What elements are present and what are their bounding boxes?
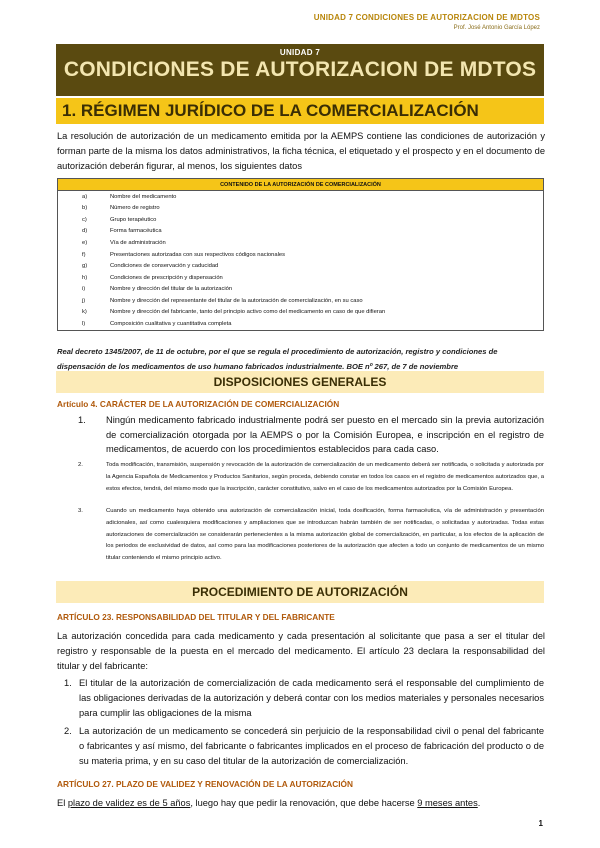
table-row — [58, 226, 544, 238]
row-key: a) — [82, 193, 88, 200]
row-key: i) — [82, 286, 86, 293]
row-value: Presentaciones autorizadas con sus respectivos códigos nacionales — [110, 251, 285, 258]
page-title: CONDICIONES DE AUTORIZACION DE MDTOS — [63, 58, 537, 81]
row-value: Grupo terapéutico — [110, 216, 157, 223]
item-text: Cuando un medicamento haya obtenido una autorización de comercialización inicial, toda dosificación, forma farmacéutica, vía de administración y presentación adicionales, así como cualesquiera modificaciones y ampliaciones que se introduzcan habrán también de ser notificadas, o solicitadas y autorizadas. Todas estas autorizaciones de comercialización se considerarán pertenecientes a la misma autorización global de comercialización, en particular, a los efectos de la aplicación de los periodos de exclusividad de datos, así como para las modificaciones posteriores de la autorización que afecten a todo un conjunto de medicamentos de un mismo titular conteniendo el mismo principio activo. — [106, 508, 544, 562]
row-key: g) — [82, 263, 88, 270]
table-row — [58, 249, 544, 261]
table-row — [58, 203, 544, 215]
table-row — [58, 260, 544, 272]
article-23-intro: La autorización concedida para cada medicamento y cada presentación al solicitante que pasa a ser el titular del registro y responsable de la puesta en el mercado del medicamento. El artículo 23 declara la responsabilidad del titular y del fabricante: — [57, 631, 545, 671]
intro-paragraph: La resolución de autorización de un medicamento emitida por la AEMPS contiene las condiciones de autorización y forman parte de la misma los datos administrativos, la ficha técnica, el etiquetado y el prospecto y en el documento de autorización deberán figurar, al menos, los siguientes datos — [57, 131, 545, 171]
row-key: f) — [82, 251, 86, 258]
header-title: UNIDAD 7 CONDICIONES DE AUTORIZACION DE MDTOS — [313, 13, 540, 22]
row-key: d) — [82, 228, 88, 235]
list-item — [64, 676, 544, 720]
table-row — [58, 272, 544, 284]
row-value: Nombre y dirección del fabricante, tanto del principio activo como del medicamento en caso de que difieran — [110, 309, 386, 316]
section-band-disposiciones: DISPOSICIONES GENERALES — [56, 371, 544, 393]
item-number: 3. — [78, 508, 83, 514]
row-key: c) — [82, 216, 87, 223]
item-number: 1. — [78, 415, 86, 425]
list-item — [78, 413, 544, 457]
table-row — [58, 214, 544, 226]
row-key: k) — [82, 309, 87, 316]
row-value: Condiciones de prescripción y dispensación — [110, 274, 223, 281]
article-23-title: ARTÍCULO 23. RESPONSABILIDAD DEL TITULAR Y DEL FABRICANTE — [57, 612, 335, 622]
section-heading — [56, 98, 544, 124]
row-value: Vía de administración — [110, 239, 166, 246]
unit-banner — [56, 44, 544, 96]
row-key: l) — [82, 320, 86, 327]
text-fragment: El — [57, 798, 68, 808]
text-fragment: , luego hay que pedir la renovación, que debe hacerse — [190, 798, 418, 808]
item-number: 2. — [78, 462, 83, 468]
row-key: j) — [82, 297, 86, 304]
running-header — [314, 13, 540, 31]
list-item — [64, 724, 544, 768]
decree-reference: Real decreto 1345/2007, de 11 de octubre, por el que se regula el procedimiento de autorización, registro y condiciones de dispensación de los medicamentos de uso humano fabricados industrialmente. BOE nº 267, de 7 de noviembre — [57, 347, 498, 371]
row-key: b) — [82, 205, 88, 212]
row-value: Nombre del medicamento — [110, 193, 177, 200]
list-item — [78, 506, 544, 565]
row-value: Número de registro — [110, 205, 160, 212]
table-row — [58, 295, 544, 307]
table-row — [58, 283, 544, 295]
header-author: Prof. José Antonio García López — [453, 25, 540, 31]
row-value: Nombre y dirección del titular de la autorización — [110, 286, 233, 293]
row-key: h) — [82, 274, 88, 281]
section-band-procedimiento: PROCEDIMIENTO DE AUTORIZACIÓN — [56, 581, 544, 603]
item-text: La autorización de un medicamento se concederá sin perjuicio de la responsabilidad civil o penal del fabricante o fabricantes y así mismo, del fabricante o fabricantes implicados en el proceso de fabricación del producto o de su materia prima, y en su caso del titular de la autorización de comercialización. — [79, 726, 544, 766]
section-heading-text: 1. RÉGIMEN JURÍDICO DE LA COMERCIALIZACIÓN — [62, 101, 479, 120]
item-text: Ningún medicamento fabricado industrialmente podrá ser puesto en el mercado sin la previa autorización de comercialización otorgada por la AEMPS o por la Comisión Europea, e inscripción en el registro de medicamentos, de acuerdo con los procedimientos establecidos para cada caso. — [106, 415, 544, 455]
item-text: El titular de la autorización de comercialización de cada medicamento será el responsable del cumplimiento de las obligaciones derivadas de la autorización y deberá contar con los medios materiales y personales necesarios para cumplir las obligaciones de la misma — [79, 678, 544, 718]
article-27-text — [57, 796, 545, 811]
item-number: 2. — [64, 726, 72, 736]
page-number: 1 — [538, 819, 543, 828]
unit-label: UNIDAD 7 — [279, 48, 321, 57]
validity-period: plazo de validez es de 5 años — [67, 798, 191, 808]
list-item — [78, 460, 544, 495]
article-4-title: Artículo 4. CARÁCTER DE LA AUTORIZACIÓN DE COMERCIALIZACIÓN — [57, 399, 340, 409]
table-row — [58, 191, 544, 203]
renewal-deadline: 9 meses antes — [417, 798, 478, 808]
row-value: Condiciones de conservación y caducidad — [110, 263, 219, 270]
table-row — [58, 306, 544, 318]
row-value: Composición cualitativa y cuantitativa completa — [110, 320, 232, 327]
article-27-title: ARTÍCULO 27. PLAZO DE VALIDEZ Y RENOVACIÓN DE LA AUTORIZACIÓN — [57, 779, 353, 789]
table-row — [58, 237, 544, 249]
item-number: 1. — [64, 678, 72, 688]
row-key: e) — [82, 239, 88, 246]
text-fragment: . — [477, 798, 481, 808]
item-text: Toda modificación, transmisión, suspensión y revocación de la autorización de comercialización de un medicamento deberá ser notificada, o solicitada y autorizada por la Agencia Española de Medicamentos y Productos Sanitarios, según proceda, debiendo constar en todos los casos en el registro de medicamentos autorizados que, a estos efectos, tendrá, del mismo modo que la inscripción, carácter constitutivo, salvo en el caso de los medicamentos autorizados por la Comisión Europea. — [106, 462, 544, 492]
authorization-content-table — [57, 178, 544, 331]
row-value: Nombre y dirección del representante del titular de la autorización de comercialización, en su caso — [110, 297, 363, 304]
table-row — [58, 318, 544, 330]
table-header: CONTENIDO DE LA AUTORIZACIÓN DE COMERCIALIZACIÓN — [58, 179, 544, 191]
row-value: Forma farmacéutica — [110, 228, 162, 235]
